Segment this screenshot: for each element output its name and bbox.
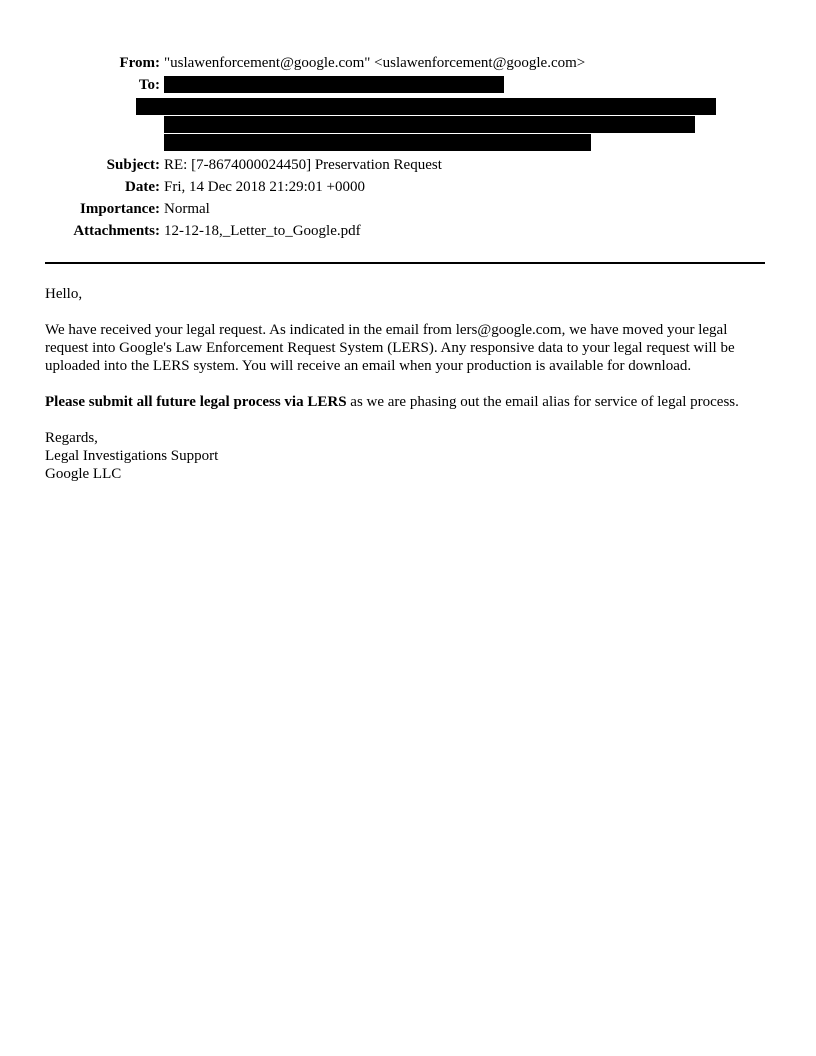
redaction-bar (164, 116, 695, 133)
attachments-value: 12-12-18,_Letter_to_Google.pdf (164, 223, 361, 239)
email-body (45, 285, 773, 483)
header-divider (45, 262, 765, 264)
date-label: Date: (125, 179, 160, 195)
attachments-label: Attachments: (73, 223, 160, 239)
signature-line-2: Google LLC (45, 466, 122, 482)
importance-value: Normal (164, 201, 210, 217)
body-paragraph-2-rest: as we are phasing out the email alias for service of legal process. (346, 394, 739, 410)
date-value: Fri, 14 Dec 2018 21:29:01 +0000 (164, 179, 365, 195)
bold-instruction: Please submit all future legal process via LERS (45, 394, 347, 410)
redaction-bar (164, 76, 504, 93)
importance-label: Importance: (80, 201, 160, 217)
subject-label: Subject: (106, 157, 160, 173)
greeting: Hello, (45, 286, 83, 302)
from-label: From: (119, 55, 160, 71)
from-value: "uslawenforcement@google.com" <uslawenforcement@google.com> (164, 55, 586, 71)
body-paragraph-2 (45, 393, 773, 411)
to-label: To: (138, 77, 160, 93)
redaction-bar (164, 134, 591, 151)
closing: Regards, (45, 430, 98, 446)
redaction-bar (136, 98, 716, 115)
body-paragraph-1: We have received your legal request. As indicated in the email from lers@google.com, we have moved your legal request into Google's Law Enforcement Request System (LERS). Any responsive data to your legal request will be uploaded into the LERS system. You will receive an email when your production is available for download. (45, 322, 735, 374)
subject-value: RE: [7-8674000024450] Preservation Request (164, 157, 442, 173)
signature-line-1: Legal Investigations Support (45, 448, 219, 464)
